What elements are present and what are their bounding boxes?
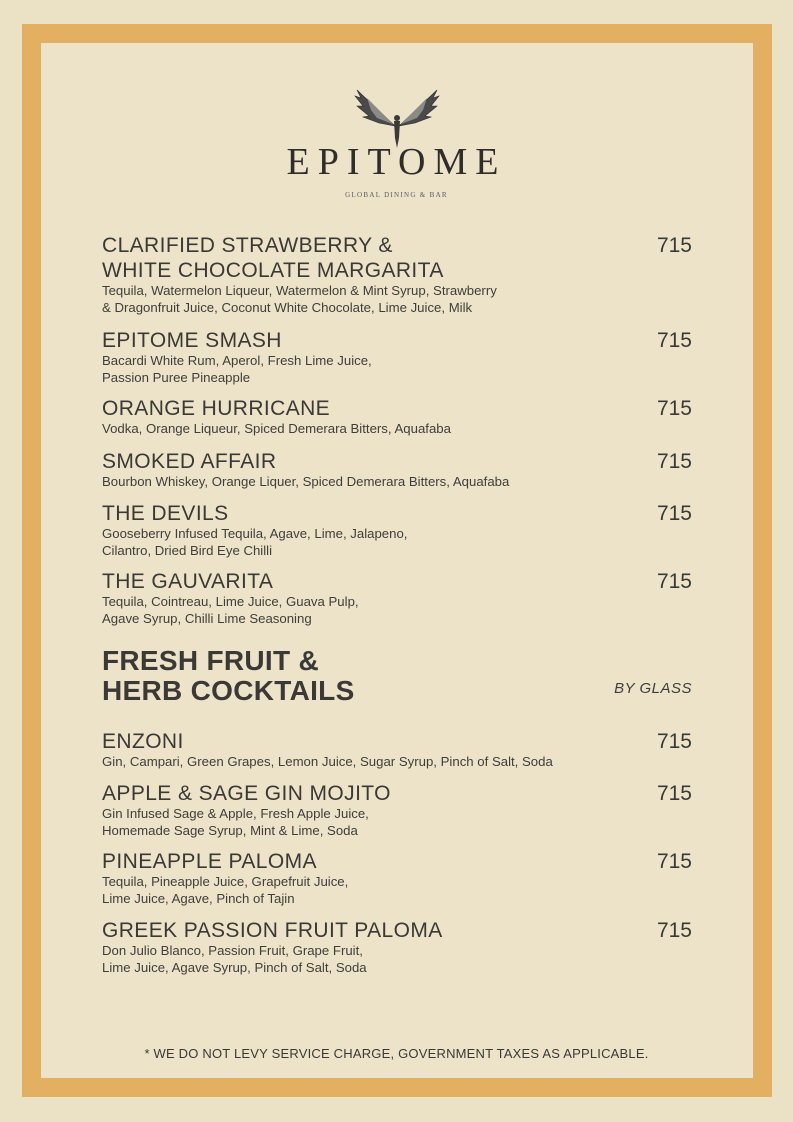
menu-item	[102, 396, 694, 438]
item-name: EPITOME SMASH	[102, 329, 282, 352]
item-description-line2: Cilantro, Dried Bird Eye Chilli	[102, 542, 273, 558]
item-description: Gin, Campari, Green Grapes, Lemon Juice, Sugar Syrup, Pinch of Salt, Soda	[102, 754, 553, 769]
item-name-line2: WHITE CHOCOLATE MARGARITA	[102, 259, 444, 282]
item-description-line2: Lime Juice, Agave Syrup, Pinch of Salt, Soda	[102, 959, 367, 975]
item-description-line2: Passion Puree Pineapple	[102, 369, 251, 385]
item-price: 715	[656, 329, 692, 352]
menu-item	[102, 918, 694, 976]
menu-item	[102, 849, 694, 907]
item-description-line2: & Dragonfruit Juice, Coconut White Chocolate, Lime Juice, Milk	[102, 299, 473, 315]
menu-item	[102, 781, 694, 839]
item-name: ORANGE HURRICANE	[102, 397, 331, 420]
section-title	[102, 646, 355, 706]
item-description: Gin Infused Sage & Apple, Fresh Apple Juice,	[102, 806, 369, 821]
item-price: 715	[656, 919, 692, 942]
section-note-by-glass: BY GLASS	[614, 680, 692, 697]
item-description: Tequila, Pineapple Juice, Grapefruit Juice,	[102, 874, 349, 889]
section-title-line1: FRESH FRUIT &	[102, 645, 320, 676]
item-name: CLARIFIED STRAWBERRY &	[102, 234, 393, 257]
winged-figure-logo-icon	[0, 88, 793, 148]
item-price: 715	[656, 850, 692, 873]
item-price: 715	[656, 570, 692, 593]
item-price: 715	[656, 450, 692, 473]
item-name: APPLE & SAGE GIN MOJITO	[102, 782, 391, 805]
menu-item	[102, 233, 694, 316]
item-name: PINEAPPLE PALOMA	[102, 850, 317, 873]
item-description: Gooseberry Infused Tequila, Agave, Lime, Jalapeno,	[102, 526, 408, 541]
item-description-line2: Lime Juice, Agave, Pinch of Tajin	[102, 890, 295, 906]
menu-item	[102, 501, 694, 559]
item-price: 715	[656, 397, 692, 420]
item-name: SMOKED AFFAIR	[102, 450, 277, 473]
menu-item	[102, 328, 694, 386]
item-description: Tequila, Watermelon Liqueur, Watermelon & Mint Syrup, Strawberry	[102, 283, 497, 298]
item-name: THE GAUVARITA	[102, 570, 274, 593]
item-name: ENZONI	[102, 730, 184, 753]
item-description-line2: Homemade Sage Syrup, Mint & Lime, Soda	[102, 822, 358, 838]
brand-tagline: GLOBAL DINING & BAR	[345, 191, 448, 199]
item-description: Don Julio Blanco, Passion Fruit, Grape Fruit,	[102, 943, 363, 958]
footer-note: * WE DO NOT LEVY SERVICE CHARGE, GOVERNMENT TAXES AS APPLICABLE.	[144, 1046, 649, 1061]
item-description-line2: Agave Syrup, Chilli Lime Seasoning	[102, 610, 312, 626]
item-description: Vodka, Orange Liqueur, Spiced Demerara Bitters, Aquafaba	[102, 421, 451, 436]
menu-item	[102, 569, 694, 627]
item-description: Bacardi White Rum, Aperol, Fresh Lime Juice,	[102, 353, 372, 368]
item-name: THE DEVILS	[102, 502, 229, 525]
menu-item	[102, 449, 694, 491]
item-description: Bourbon Whiskey, Orange Liquer, Spiced Demerara Bitters, Aquafaba	[102, 474, 510, 489]
item-price: 715	[656, 782, 692, 805]
section-title-line2: HERB COCKTAILS	[102, 675, 355, 706]
item-description: Tequila, Cointreau, Lime Juice, Guava Pulp,	[102, 594, 359, 609]
menu-item	[102, 729, 694, 771]
item-name: GREEK PASSION FRUIT PALOMA	[102, 919, 443, 942]
item-price: 715	[656, 234, 692, 257]
item-price: 715	[656, 502, 692, 525]
item-price: 715	[656, 730, 692, 753]
brand-name: EPITOME	[286, 141, 507, 183]
